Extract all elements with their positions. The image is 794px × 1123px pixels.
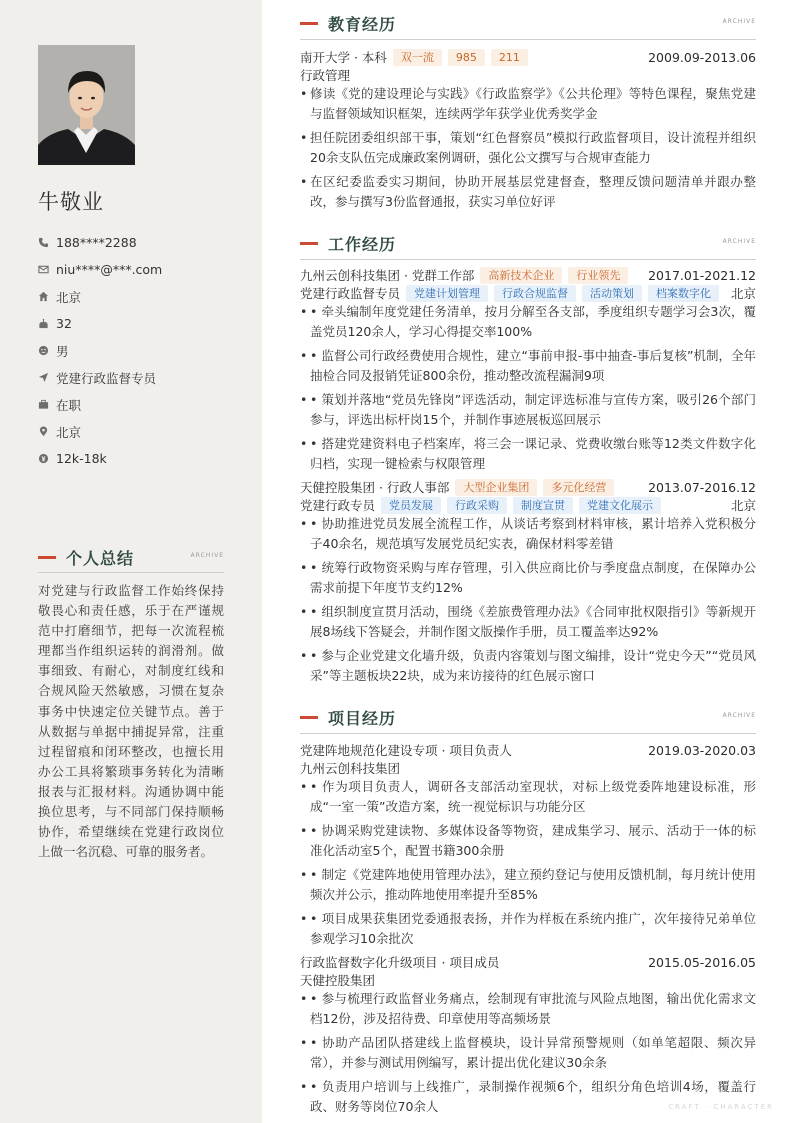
list-item: • • 监督公司行政经费使用合规性，建立“事前申报-事中抽查-事后复核”机制，全年抽检合同及报销凭证800余份，推动整改流程漏洞9项 [300, 346, 756, 386]
skill-tag: 行政采购 [447, 497, 507, 514]
job-bullets [300, 302, 756, 478]
briefcase-icon [38, 399, 56, 410]
cake-icon [38, 318, 56, 329]
summary-section-header [38, 546, 224, 569]
list-item: • 修读《党的建设理论与实践》《行政监察学》《公共伦理》等特色课程，聚焦党建与监督领域知识框架，连续两学年获学业优秀奖学金 [300, 84, 756, 124]
skill-tag: 党建计划管理 [406, 285, 488, 302]
info-text: 男 [56, 343, 69, 359]
skill-tag: 党建文化展示 [579, 497, 661, 514]
school-name: 南开大学 · 本科 [300, 50, 387, 65]
school-tag: 211 [491, 49, 528, 66]
info-home [38, 283, 162, 310]
gender-icon [38, 345, 56, 356]
work-section-header [300, 232, 756, 255]
section-accent-bar [300, 242, 318, 245]
info-location [38, 418, 162, 445]
company-tag: 大型企业集团 [455, 479, 537, 496]
project-header [300, 953, 756, 971]
job-role-line [300, 496, 756, 514]
section-accent-bar [300, 716, 318, 719]
skill-tag: 党员发展 [381, 497, 441, 514]
list-item: • • 协助产品团队搭建线上监督模块，设计异常预警规则（如单笔超限、频次异常），并参与测试用例编写，累计提出优化建议30余条 [300, 1033, 756, 1073]
skill-tag: 行政合规监督 [494, 285, 576, 302]
archive-label: ARCHIVE [190, 552, 224, 559]
job-date: 2017.01-2021.12 [648, 267, 756, 283]
project-header [300, 741, 756, 759]
info-text: niu****@***.com [56, 262, 163, 277]
main-content [262, 0, 794, 1123]
list-item: • • 组织制度宣贯月活动，围绕《差旅费管理办法》《合同审批权限指引》等新规开展8场线下答疑会，并制作图文版操作手册，员工覆盖率达92% [300, 602, 756, 642]
section-accent-bar [300, 22, 318, 25]
section-divider [300, 39, 756, 40]
archive-label: ARCHIVE [722, 18, 756, 25]
job-header [300, 266, 756, 284]
info-phone [38, 229, 162, 256]
profile-photo [38, 45, 135, 165]
info-gender [38, 337, 162, 364]
job-city: 北京 [730, 286, 756, 301]
company-name: 天健控股集团 · 行政人事部 [300, 480, 450, 495]
project-org-line [300, 971, 756, 989]
job-role: 党建行政监督专员 [300, 286, 401, 301]
list-item: • • 搭建党建资料电子档案库，将三会一课记录、党费收缴台账等12类文件数字化归档，实现一键检索与权限管理 [300, 434, 756, 474]
info-salary [38, 445, 162, 472]
company-tag: 多元化经营 [543, 479, 614, 496]
list-item: • • 制定《党建阵地使用管理办法》，建立预约登记与使用反馈机制，每月统计使用频次并公示，推动阵地使用率提升至85% [300, 865, 756, 905]
skill-tag: 档案数字化 [648, 285, 719, 302]
list-item: • • 作为项目负责人，调研各支部活动室现状，对标上级党委阵地建设标准，形成“一室一策”改造方案，统一视觉标识与功能分区 [300, 777, 756, 817]
education-date: 2009.09-2013.06 [648, 49, 756, 65]
info-text: 党建行政监督专员 [56, 370, 157, 386]
list-item: • • 参与企业党建文化墙升级，负责内容策划与图文编排，设计“党史今天”“党员风采”等主题板块22块，成为来访接待的红色展示窗口 [300, 646, 756, 686]
archive-label: ARCHIVE [722, 238, 756, 245]
skill-tag: 活动策划 [582, 285, 642, 302]
job-city: 北京 [730, 498, 756, 513]
education-title: 教育经历 [328, 15, 397, 34]
job-bullets [300, 514, 756, 690]
section-divider [300, 259, 756, 260]
sidebar [0, 0, 262, 1123]
section-divider [38, 572, 224, 573]
company-tag: 行业领先 [568, 267, 628, 284]
list-item: • • 协助推进党员发展全流程工作，从谈话考察到材料审核，累计培养入党积极分子40余名，规范填写发展党员纪实表，确保材料零差错 [300, 514, 756, 554]
send-icon [38, 372, 56, 383]
project-date: 2015.05-2016.05 [648, 954, 756, 970]
info-age [38, 310, 162, 337]
contact-info-list [38, 229, 162, 472]
info-status [38, 391, 162, 418]
project-name: 行政监督数字化升级项目 · 项目成员 [300, 955, 500, 970]
info-text: 12k-18k [56, 451, 107, 466]
work-title: 工作经历 [328, 235, 397, 254]
company-tag: 高新技术企业 [480, 267, 562, 284]
project-org-line [300, 759, 756, 777]
info-email [38, 256, 162, 283]
list-item: • • 统筹行政物资采购与库存管理，引入供应商比价与季度盘点制度，在保障办公需求前提下年度节支约12% [300, 558, 756, 598]
location-pin-icon [38, 426, 56, 437]
list-item: • • 项目成果获集团党委通报表扬，并作为样板在系统内推广，次年接待兄弟单位参观学习10余批次 [300, 909, 756, 949]
education-bullets [300, 84, 756, 216]
major: 行政管理 [300, 68, 351, 83]
info-position [38, 364, 162, 391]
list-item: • • 牵头编制年度党建任务清单，按月分解至各支部，季度组织专题学习会3次，覆盖党员120余人，学习心得提交率100% [300, 302, 756, 342]
info-text: 188****2288 [56, 235, 137, 250]
section-divider [300, 733, 756, 734]
job-header [300, 478, 756, 496]
education-section-header [300, 12, 756, 35]
project-name: 党建阵地规范化建设专项 · 项目负责人 [300, 743, 512, 758]
project-org: 天健控股集团 [300, 973, 376, 988]
education-header [300, 48, 756, 66]
mail-icon [38, 264, 56, 275]
candidate-name: 牛敬业 [38, 190, 104, 214]
archive-label: ARCHIVE [722, 712, 756, 719]
info-text: 北京 [56, 424, 82, 440]
projects-title: 项目经历 [328, 709, 397, 728]
school-tag: 双一流 [393, 49, 442, 66]
job-role: 党建行政专员 [300, 498, 376, 513]
job-role-line [300, 284, 756, 302]
list-item: • • 负责用户培训与上线推广，录制操作视频6个，组织分角色培训4场，覆盖行政、财务等岗位70余人 [300, 1077, 756, 1117]
info-text: 在职 [56, 397, 82, 413]
phone-icon [38, 237, 56, 248]
job-date: 2013.07-2016.12 [648, 479, 756, 495]
project-date: 2019.03-2020.03 [648, 742, 756, 758]
project-bullets [300, 777, 756, 953]
education-major-line [300, 66, 756, 84]
list-item: • • 参与梳理行政监督业务痛点，绘制现有审批流与风险点地图，输出优化需求文档12份，涉及招待费、印章使用等高频场景 [300, 989, 756, 1029]
summary-text: 对党建与行政监督工作始终保持敬畏心和责任感，乐于在严谨规范中打磨细节，把每一次流程梳理都当作组织运转的润滑剂。做事细致、有耐心，对制度红线和合规风险天然敏感，习惯在复杂事务中快速定位关键节点。善于从数据与单据中捕捉异常，注重过程留痕和闭环整改，也擅长用办公工具将繁琐事务转化为清晰报表与汇报材料。沟通协调中能换位思考，与不同部门保持顺畅协作，希望继续在党建行政岗位上做一名沉稳、可靠的服务者。 [38, 583, 224, 860]
info-text: 北京 [56, 289, 82, 305]
project-org: 九州云创科技集团 [300, 761, 401, 776]
list-item: • 担任院团委组织部干事，策划“红色督察员”模拟行政监督项目，设计流程并组织20余支队伍完成廉政案例调研，强化公文撰写与合规审查能力 [300, 128, 756, 168]
skill-tag: 制度宣贯 [513, 497, 573, 514]
list-item: • • 协调采购党建读物、多媒体设备等物资，建成集学习、展示、活动于一体的标准化活动室5个，配置书籍300余册 [300, 821, 756, 861]
info-text: 32 [56, 316, 72, 331]
list-item: • 在区纪委监委实习期间，协助开展基层党建督查，整理反馈问题清单并跟办整改，参与撰写3份监督通报，获实习单位好评 [300, 172, 756, 212]
home-icon [38, 291, 56, 302]
list-item: • • 策划并落地“党员先锋岗”评选活动，制定评选标准与宣传方案，吸引26个部门参与，评选出标杆岗15个，并制作事迹展板巡回展示 [300, 390, 756, 430]
watermark: CRAFT · CHARACTER [668, 1103, 774, 1111]
company-name: 九州云创科技集团 · 党群工作部 [300, 268, 475, 283]
summary-title: 个人总结 [66, 549, 135, 568]
project-bullets [300, 989, 756, 1121]
school-tag: 985 [448, 49, 485, 66]
section-accent-bar [38, 556, 56, 559]
profile-photo-image [38, 45, 135, 165]
salary-icon [38, 453, 56, 464]
projects-section-header [300, 706, 756, 729]
